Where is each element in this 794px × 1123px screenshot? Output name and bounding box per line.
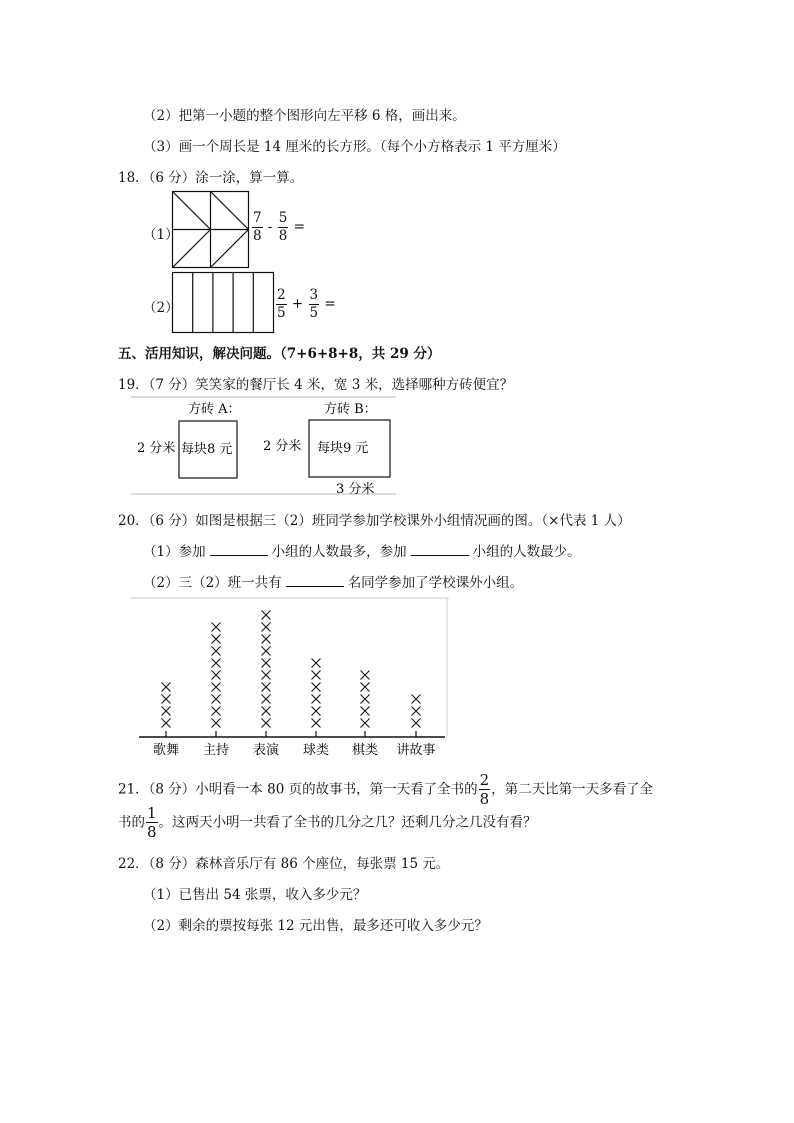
cross-mark — [162, 719, 171, 728]
cross-mark — [162, 683, 171, 692]
tile-a-side: 2 分米 — [137, 441, 176, 456]
cross-mark — [312, 683, 321, 692]
q18-sub2-label: （2） — [143, 300, 179, 316]
q20-sub1: （1）参加 小组的人数最多，参加 小组的人数最少。 — [143, 544, 581, 560]
answer-blank[interactable] — [411, 543, 469, 556]
cross-mark — [162, 707, 171, 716]
cross-mark — [212, 707, 221, 716]
fraction-figure-eighths — [172, 191, 252, 271]
section-heading: 五、活用知识，解决问题。（7+6+8+8，共 29 分） — [118, 346, 441, 362]
cross-mark — [412, 695, 421, 704]
category-label: 讲故事 — [396, 743, 436, 758]
q22-title: 22．（8 分）森林音乐厅有 86 个座位，每张票 15 元。 — [118, 856, 450, 872]
cross-mark — [212, 647, 221, 656]
q18-expression-1: $\frac{7}{8}$ - $\frac{5}{8}$ = — [253, 210, 305, 244]
cross-mark — [262, 623, 271, 632]
cross-mark — [312, 719, 321, 728]
category-label: 表演 — [252, 743, 280, 758]
tile-b-bottom: 3 分米 — [336, 482, 375, 497]
q22-sub2: （2）剩余的票按每张 12 元出售，最多还可收入多少元？ — [143, 918, 488, 934]
q20-sub2: （2）三（2）班一共有 名同学参加了学校课外小组。 — [143, 575, 524, 591]
category-label: 球类 — [302, 743, 330, 758]
cross-mark — [262, 647, 271, 656]
cross-mark — [212, 695, 221, 704]
cross-mark — [212, 659, 221, 668]
cross-mark — [162, 695, 171, 704]
cross-mark — [262, 611, 271, 620]
tile-diagram — [131, 396, 396, 496]
answer-blank[interactable] — [210, 543, 268, 556]
cross-mark — [361, 671, 370, 680]
category-label: 歌舞 — [152, 743, 180, 758]
interest-group-pictograph — [131, 597, 449, 759]
tile-b-name: 方砖 B： — [324, 402, 377, 417]
cross-mark — [212, 719, 221, 728]
q18-sub1-label: （1） — [143, 227, 179, 243]
q17-sub3: （3）画一个周长是 14 厘米的长方形。（每个小方格表示 1 平方厘米） — [143, 139, 566, 155]
cross-mark — [262, 719, 271, 728]
cross-mark — [361, 719, 370, 728]
cross-mark — [412, 707, 421, 716]
cross-mark — [312, 695, 321, 704]
q18-expression-2: $\frac{2}{5}$ + $\frac{3}{5}$ = — [277, 287, 336, 321]
category-label: 棋类 — [351, 743, 379, 758]
q21-line1: 21．（8 分）小明看一本 80 页的故事书，第一天看了全书的 $\frac{2}{8}$ ，第二天比第一天多看了全 — [118, 771, 654, 808]
q21-line2: 书的 $\frac{1}{8}$ 。这两天小明一共看了全书的几分之几？还剩几分之几没有看？ — [118, 804, 537, 841]
tile-b-price: 每块9 元 — [317, 441, 369, 456]
cross-mark — [262, 683, 271, 692]
q22-sub1: （1）已售出 54 张票，收入多少元？ — [143, 887, 367, 903]
q18-title: 18．（6 分）涂一涂，算一算。 — [118, 170, 304, 186]
cross-mark — [312, 707, 321, 716]
cross-mark — [361, 683, 370, 692]
tile-a-name: 方砖 A： — [188, 402, 241, 417]
cross-mark — [262, 707, 271, 716]
cross-mark — [262, 659, 271, 668]
tile-b-side: 2 分米 — [263, 439, 302, 454]
cross-mark — [262, 635, 271, 644]
cross-mark — [212, 671, 221, 680]
q19-title: 19．（7 分）笑笑家的餐厅长 4 米，宽 3 米，选择哪种方砖便宜？ — [118, 377, 514, 393]
cross-mark — [412, 719, 421, 728]
cross-mark — [312, 659, 321, 668]
cross-mark — [262, 671, 271, 680]
cross-mark — [212, 623, 221, 632]
q17-sub2: （2）把第一小题的整个图形向左平移 6 格，画出来。 — [143, 108, 466, 124]
fraction-figure-fifths — [172, 272, 276, 334]
tile-a-price: 每块8 元 — [181, 442, 233, 457]
cross-mark — [361, 695, 370, 704]
category-label: 主持 — [202, 743, 230, 758]
cross-mark — [312, 671, 321, 680]
cross-mark — [212, 683, 221, 692]
cross-mark — [262, 695, 271, 704]
answer-blank[interactable] — [286, 574, 344, 587]
q20-title: 20．（6 分）如图是根据三（2）班同学参加学校课外小组情况画的图。（×代表 1 人） — [118, 513, 631, 529]
cross-mark — [212, 635, 221, 644]
cross-mark — [361, 707, 370, 716]
